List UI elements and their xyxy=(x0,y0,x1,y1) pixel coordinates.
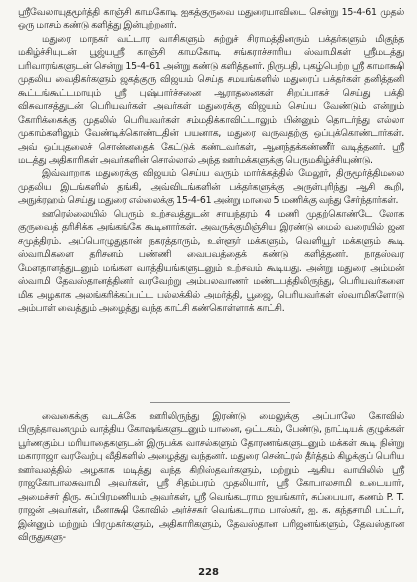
paragraph: ஊரெல்லையில் பெரும் உற்சவத்துடன் சாயந்தரம் 4 மணி முதற்கொண்டே லோக குருவைத் தரிசிக்க அங்கங்கே கூடினார்கள். அவருக்குமிஞ்சிய இரண்டு மைல் வரையில் ஜன சமுத்திரம். அப்பொழுதுதான் நகரத்தாரும், உள்ளூர் மக்களும், வெளியூர் மக்களும் கூடி ஸ்வாமிகளை தரிசனம் பண்ணி வைபவத்தைக் கண்டு களித்தனர். நாதஸ்வர மேளதாளத்துடனும் மங்கள வாத்தியங்களுடனும் உற்சவம் கூடியது. அன்று மதுரை அம்மன் ஸ்வாமி தேவஸ்தானத்தினர் வரவேற்று அம்பலவாணர் மண்டபத்திலிருந்து, பெரியவர்களை மிக அழகாக அலங்கரிக்கப்பட்ட பல்லக்கில் அமர்த்தி, பூஜை, பெரியவர்கள் ஸ்வாமிகளோடு அம்பாள் வைத்தும் அழைத்து வந்த காட்சி கண்கொள்ளாக் காட்சி. xyxy=(18,208,404,314)
paragraph: வைகைக்கு வடக்கே ஊரிலிருந்து இரண்டு மைலுக்கு அப்பாலே கோவில் பிருந்தாவனமும் வாத்திய கோஷங்களுடனும் யானை, ஒட்டகம், பேண்டு, நாட்டியக் குழுக்கள் பூர்ணகும்ப மரியாதைகளுடன் இருபக்க வாசல்களும் தோரணங்களுடனும் மக்கள் கூடி நின்று மகாராஜா வரவேற்பு வீதிகளில் அழைத்து வந்தனர். மதுரை சென்ட்ரல் தீர்த்தம் கிழக்குப் பெரிய ஊர்வலத்தில் அழகாக மடித்து வந்த கிறிஸ்தவர்களும், மற்றும் ஆகிய வாயிலில் ஸ்ரீ ராஜகோபாலசுவாமி அவர்கள், ஸ்ரீ சிதம்பரம் முதலியார், ஸ்ரீ கோபாலசாமி உடையார், அமைச்சர் திரு. சுப்பிரமணியம் அவர்கள், ஸ்ரீ வெங்கடராம ஐயங்கார், சுப்பையா, கணம் P. T. ராஜன் அவர்கள், மீனாக்ஷி கோவில் அர்ச்சகர் வெங்கடராம பாஸ்கர், ஐ. க. கந்தசாமி பட்டர், இன்னும் மற்றும் பிரமுகர்களும், அதிகாரிகளும், தேவஸ்தான பரிஜனங்களும், தேவஸ்தான விருதுகளு- xyxy=(18,411,404,544)
paragraph: மதுரை மாநகர் வட்டார வாசிகளும் சுற்றுச் சிராமத்தினரும் பக்தர்களும் மிகுந்த மகிழ்ச்சியுடன் பூஜ்யஸ்ரீ காஞ்சி காமகோடி சங்கராச்சாரிய ஸ்வாமிகள் ஸ்ரீமடத்து பரிவாரங்களுடன் சென்று 15-4-61 அன்று கண்டு களித்தனர். நிருபதி, புகழ்பெற்ற ஸ்ரீ காமாக்ஷி முதலிய வைதிகர்களும் ஜகத்குரு விஜயம் செய்த சமயங்களில் மதுரைப் பக்தர்கள் தனித்தனி கூட்டங்கூட்டமாயும் ஸ்ரீ புஷ்பார்ச்சனை ஆராதனைகள் சிறப்பாகச் செய்து பக்தி விசுவாசத்துடன் பெரியவர்கள் அவர்கள் மதுரைக்கு விஜயம் செய்ய வேண்டும் என்றும் கோரிக்கைக்கு முதலில் பெரியவர்கள் சம்மதிக்காவிட்டாலும் பின்னும் தொடர்ந்து எல்லா முகாம்களிலும் வேண்டிக்கொண்டதின் பயனாக, மதுரை வருவதற்கு ஒப்புக்கொண்டார்கள். அவ் ஒப்புதலைச் சொன்னதைக் கேட்டுக் கண்டவர்கள், ஆனந்தக்கண்ணீர் வடித்தனர். ஸ்ரீ மடத்து அதிகாரிகள் அவர்களின் சொல்லால் அந்த ஊர்மக்களுக்கு பெருமகிழ்ச்சியுண்டு. xyxy=(18,33,404,166)
paragraph: இவ்வாறாக மதுரைக்கு விஜயம் செய்ய வரும் மார்க்கத்தில் மேலூர், திருமூர்த்திமலை முதலிய இடங்களில் தங்கி, அவ்விடங்களின் பக்தர்களுக்கு அருள்புரிந்து ஆசி கூறி, அநுக்ரஹம் செய்து மதுரை எல்லைக்கு 15-4-61 அன்று மாலை 5 மணிக்கு வந்து சேர்ந்தார்கள். xyxy=(18,168,404,207)
paragraph: ஸ்ரீவேலாயுதமூர்த்தி காஞ்சி காமகோடி ஐகத்குருவை மதுரையாவிடை சென்று 15-4-61 முதல் ஒரு மாசம் கண்டு களித்து இன்புற்றனர். xyxy=(18,7,404,32)
text-block-top xyxy=(18,6,404,315)
section-divider xyxy=(150,402,290,403)
page-number: 228 xyxy=(198,567,219,578)
text-block-bottom xyxy=(18,410,404,545)
